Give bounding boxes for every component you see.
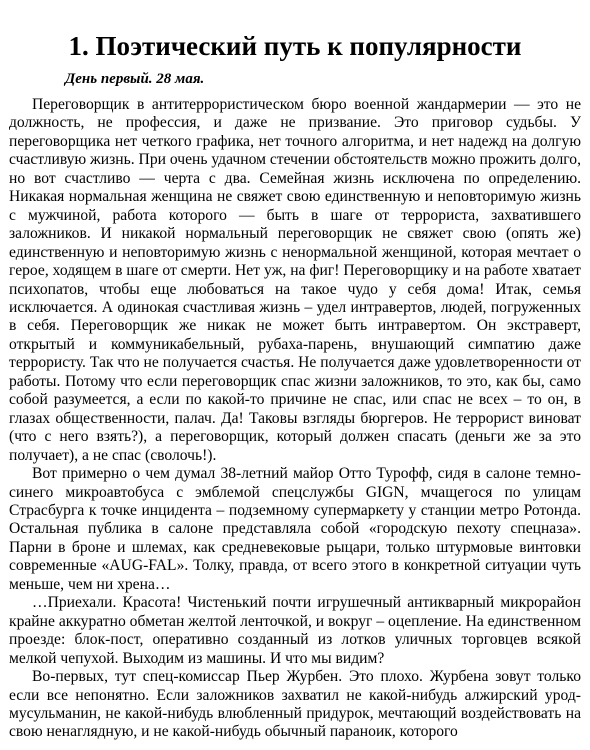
paragraph: Переговорщик в антитеррористическом бюро военной жандармерии — это не должность, не профессия, и даже не призвание. Это приговор судьбы. У переговорщика нет четкого графика, нет точного алгоритма, и нет надежд на долгую счастливую жизнь. При очень удачном стечении обстоятельств можно прожить долго, но вот счастливо — черта с два. Семейная жизнь исключена по определению. Никакая нормальная женщина не свяжет свою единственную и неповторимую жизнь с мужчиной, работа которого — быть в шаге от террориста, захватившего заложников. И никакой нормальный переговорщик не свяжет свою (опять же) единственную и неповторимую жизнь с ненормальной женщиной, которая мечтает о герое, ходящем в шаге от смерти. Нет уж, на фиг! Переговорщику и на работе хватает психопатов, чтобы еще любоваться на такое чудо у себя дома! Итак, семья исключается. А одинокая счастливая жизнь – удел интравертов, людей, погруженных в себя. Переговорщик же никак не может быть интравертом. Он экстраверт, открытый и коммуникабельный, рубаха-парень, внушающий симпатию даже террористу. Так что не получается счастья. Не получается даже удовлетворенности от работы. Потому что если переговорщик спас жизни заложников, то это, как бы, само собой разумеется, а если по какой-то причине не спас, или спас не всех – то он, в глазах общественности, палач. Да! Таковы взгляды бюргеров. Не террорист виноват (что с него взять?), а переговорщик, который должен спасать (деньги же за это получает), а не спас (сволочь!). xyxy=(9,96,581,464)
body-text xyxy=(9,96,581,742)
paragraph: …Приехали. Красота! Чистенький почти игрушечный антикварный микрорайон крайне аккуратно обметан желтой ленточкой, и вокруг – оцепление. На единственном проезде: блок-пост, оперативно созданный из лотков уличных торговцев всякой мелкой чепухой. Выходим из машины. И что мы видим? xyxy=(9,594,581,667)
day-subheading: День первый. 28 мая. xyxy=(65,71,205,87)
paragraph: Во-первых, тут спец-комиссар Пьер Журбен. Это плохо. Журбена зовут только если все непонятно. Если заложников захватил не какой-нибудь алжирский урод-мусульманин, не какой-нибудь влюбленный придурок, мечтающий воздействовать на свою ненаглядную, и не какой-нибудь обычный параноик, которого xyxy=(9,668,581,741)
chapter-title: 1. Поэтический путь к популярности xyxy=(68,31,522,61)
paragraph: Вот примерно о чем думал 38-летний майор Отто Турофф, сидя в салоне темно-синего микроавтобуса с эмблемой спецслужбы GIGN, мчащегося по улицам Страсбурга к точке инцидента – подземному супермаркету у станции метро Ротонда. Остальная публика в салоне представляла собой «городскую пехоту спецназа». Парни в броне и шлемах, как средневековые рыцари, только штурмовые винтовки современные «AUG-FAL». Толку, правда, от всего этого в конкретной ситуации чуть меньше, чем ни хрена… xyxy=(9,465,581,593)
